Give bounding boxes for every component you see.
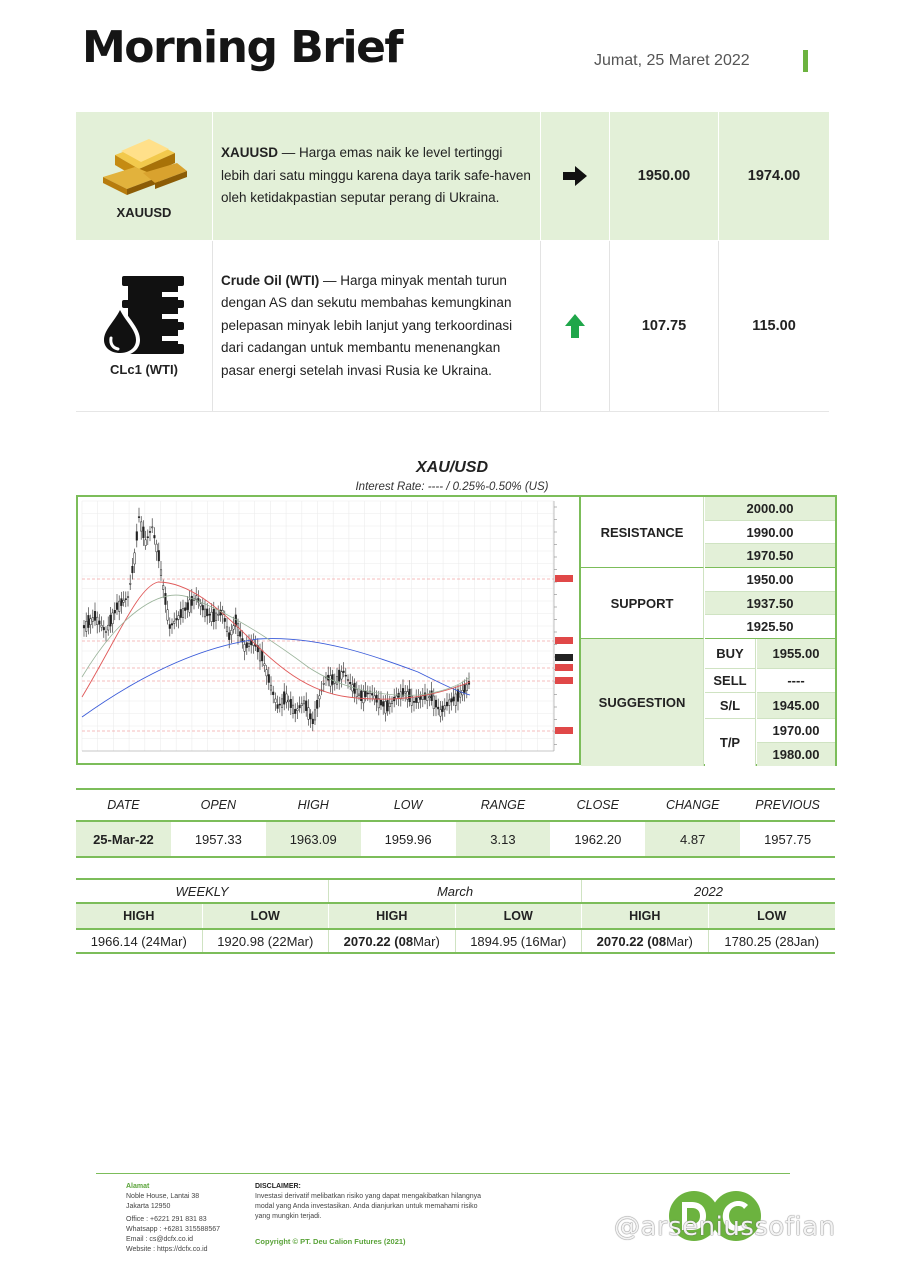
buy-value: 1955.00 xyxy=(757,639,835,669)
commodity-icon-cell xyxy=(76,241,213,411)
resistance-label: RESISTANCE xyxy=(581,497,704,568)
commodity-row-oil xyxy=(76,241,829,412)
trend-cell xyxy=(541,112,610,240)
tp-value: 1980.00 xyxy=(757,743,835,766)
up-arrow-icon xyxy=(564,313,586,339)
oil-barrel-drop-icon xyxy=(98,276,190,356)
watermark-handle: @arseniussofian xyxy=(614,1212,836,1242)
email: Email : cs@dcfx.co.id xyxy=(126,1236,194,1243)
office-phone: Office : +6221 291 831 83 xyxy=(126,1216,207,1223)
weekly-high: 1966.14 (24Mar) xyxy=(76,930,203,952)
month-high-tail: Mar) xyxy=(413,933,440,949)
disclaimer-text: Investasi derivatif melibatkan risiko yang dapat mengakibatkan hilangnya modal yang Anda investasikan. Anda dianjurkan untuk memahami risiko yang mungkin terjadi. xyxy=(255,1193,482,1220)
commodity-name: XAUUSD xyxy=(116,204,172,220)
period-month: March xyxy=(329,880,582,902)
commodity-row-gold xyxy=(76,112,829,240)
commodity-icon-cell xyxy=(76,112,213,240)
cell-close: 1962.20 xyxy=(574,831,622,847)
commodity-description xyxy=(213,241,541,411)
period-highlow-table xyxy=(76,878,835,954)
year-high-value: 2070.22 xyxy=(596,933,644,949)
month-high-day: 08 xyxy=(398,933,414,949)
daily-stats-table xyxy=(76,788,835,858)
footer-disclaimer xyxy=(255,1182,490,1222)
month-low: 1894.95 (16Mar) xyxy=(456,930,583,952)
suggestion-label: SUGGESTION xyxy=(581,639,704,766)
copyright: Copyright © PT. Deu Calion Futures (2021) xyxy=(255,1237,406,1246)
year-high-tail: Mar) xyxy=(666,933,693,949)
table-header-row xyxy=(76,790,835,820)
footer-address xyxy=(126,1182,220,1255)
description-text: — Harga minyak mentah turun dengan AS dan sekutu membahas kemungkinan pelepasan minyak lebih lanjut yang terkoordinasi dari cadangan untuk membantu menenangkan pasar energi setelah invasi Rusia ke Ukraina. xyxy=(221,272,513,378)
col-close: CLOSE xyxy=(576,798,619,812)
website: Website : https://dcfx.co.id xyxy=(126,1246,208,1253)
sl-label: S/L xyxy=(705,693,756,719)
buy-label: BUY xyxy=(705,639,756,669)
col-date: DATE xyxy=(107,798,140,812)
year-high xyxy=(582,930,709,952)
price-chart xyxy=(76,495,581,765)
support-value: 1950.00 xyxy=(705,568,835,592)
tp-label: T/P xyxy=(705,719,756,766)
col-low: LOW xyxy=(203,904,330,928)
year-low: 1780.25 (28Jan) xyxy=(724,933,820,949)
col-high: HIGH xyxy=(76,904,203,928)
cell-high: 1963.09 xyxy=(266,822,361,856)
highlow-header-row xyxy=(76,902,835,928)
period-year: 2022 xyxy=(694,883,723,899)
footer-divider xyxy=(96,1173,790,1174)
levels-panel xyxy=(581,495,837,766)
report-date: Jumat, 25 Maret 2022 xyxy=(594,52,750,69)
cell-low: 1959.96 xyxy=(384,831,432,847)
resistance-value: 1990.00 xyxy=(705,521,835,544)
table-row xyxy=(76,820,835,856)
col-high: HIGH xyxy=(582,904,709,928)
sell-label: SELL xyxy=(705,669,756,693)
commodity-name: CLc1 (WTI) xyxy=(110,361,178,377)
month-high-value: 2070.22 xyxy=(343,933,391,949)
year-high-day: 08 xyxy=(651,933,667,949)
right-arrow-icon xyxy=(562,165,588,187)
period-weekly: WEEKLY xyxy=(76,880,329,902)
address-line: Noble House, Lantai 38 xyxy=(126,1193,200,1200)
candlestick-chart-image xyxy=(78,497,579,763)
cell-date: 25-Mar-22 xyxy=(76,822,171,856)
chart-title: XAU/USD xyxy=(415,459,488,476)
month-high xyxy=(329,930,456,952)
tp-value: 1970.00 xyxy=(757,719,835,743)
col-previous: PREVIOUS xyxy=(755,798,820,812)
value-1: 107.75 xyxy=(610,241,719,411)
resistance-value: 1970.50 xyxy=(705,544,835,568)
resistance-value: 2000.00 xyxy=(705,497,835,521)
support-label: SUPPORT xyxy=(581,568,704,639)
year-high-paren: ( xyxy=(643,933,652,949)
trend-cell xyxy=(541,241,610,411)
col-range: RANGE xyxy=(480,798,526,812)
col-low: LOW xyxy=(757,909,787,923)
address-line: Jakarta 12950 xyxy=(126,1203,171,1210)
description-text: — Harga emas naik ke level tertinggi lebih dari satu minggu karena daya tarik safe-haven oleh ketidakpastian seputar perang di Ukraina. xyxy=(221,145,531,206)
value-1: 1950.00 xyxy=(610,112,719,240)
description-headline: XAUUSD xyxy=(221,145,279,161)
col-low: LOW xyxy=(456,904,583,928)
description-headline: Crude Oil (WTI) xyxy=(221,272,320,288)
weekly-low: 1920.98 (22Mar) xyxy=(203,930,330,952)
col-high: HIGH xyxy=(297,798,329,812)
month-high-paren: ( xyxy=(390,933,399,949)
address-title: Alamat xyxy=(126,1183,150,1190)
sl-value: 1945.00 xyxy=(757,693,835,719)
period-header-row xyxy=(76,878,835,902)
value-2: 1974.00 xyxy=(747,168,801,184)
sell-value: ---- xyxy=(757,669,835,693)
whatsapp: Whatsapp : +6281 315588567 xyxy=(126,1226,220,1233)
cell-open: 1957.33 xyxy=(194,831,242,847)
commodity-description xyxy=(213,112,541,240)
col-low: LOW xyxy=(393,798,423,812)
cell-change: 4.87 xyxy=(645,822,740,856)
chart-subtitle: Interest Rate: ---- / 0.25%-0.50% (US) xyxy=(355,481,549,493)
support-value: 1937.50 xyxy=(705,592,835,615)
col-high: HIGH xyxy=(329,904,456,928)
value-2: 115.00 xyxy=(752,318,796,334)
cell-previous: 1957.75 xyxy=(764,831,812,847)
cell-range: 3.13 xyxy=(456,822,551,856)
table-row xyxy=(76,928,835,954)
gold-bars-icon xyxy=(99,133,189,199)
support-value: 1925.50 xyxy=(705,615,835,639)
page-title: Morning Brief xyxy=(82,22,403,73)
col-change: CHANGE xyxy=(665,798,720,812)
accent-bar xyxy=(803,50,808,72)
disclaimer-title: DISCLAIMER: xyxy=(255,1183,301,1190)
col-open: OPEN xyxy=(200,798,237,812)
